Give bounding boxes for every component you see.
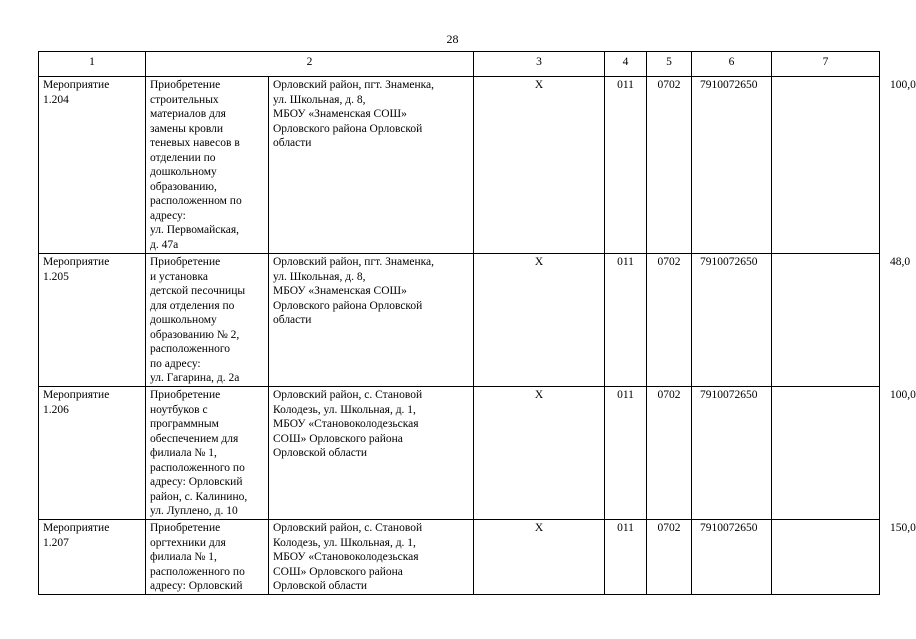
code-0702-cell: 0702: [647, 387, 692, 520]
code-011-cell: 011: [605, 254, 647, 387]
location-cell-line: МБОУ «Знаменская СОШ»: [273, 108, 407, 120]
description-cell-line: образованию,: [150, 180, 217, 193]
description-cell-line: ноутбуков с: [150, 403, 208, 416]
target-code-cell: 7910072650: [692, 387, 772, 520]
location-cell-line: Орловского района Орловской: [273, 122, 423, 135]
location-cell: [269, 520, 474, 595]
event-cell-line: 1.204: [43, 93, 69, 106]
description-cell-line: образованию № 2,: [150, 328, 240, 341]
budget-table: [38, 51, 916, 595]
description-cell: [146, 77, 269, 254]
header-cell: 6: [692, 52, 772, 77]
description-cell-line: обеспечением для: [150, 432, 239, 445]
location-cell-line: Колодезь, ул. Школьная, д. 1,: [273, 403, 416, 416]
description-cell-line: расположенном по: [150, 195, 242, 207]
description-cell-line: адресу: Орловский: [150, 580, 243, 592]
table-row: [39, 254, 880, 387]
location-cell-line: МБОУ «Знаменская СОШ»: [273, 285, 407, 297]
description-cell-line: программным: [150, 418, 219, 430]
description-cell: [146, 387, 269, 520]
description-cell-line: по адресу:: [150, 357, 201, 370]
header-cell: 1: [39, 52, 146, 77]
description-cell-line: материалов для: [150, 108, 226, 120]
location-cell-line: СОШ» Орловского района: [273, 432, 403, 445]
event-cell: [39, 387, 146, 520]
amount-cell: 150,0: [772, 520, 880, 595]
description-cell-line: отделении по: [150, 151, 216, 164]
code-011-cell: 011: [605, 387, 647, 520]
location-cell-line: области: [273, 137, 312, 149]
description-cell-line: адресу: Орловский: [150, 476, 243, 488]
header-cell: 2: [146, 52, 474, 77]
description-cell-line: филиала № 1,: [150, 551, 217, 563]
target-code-cell: 7910072650: [692, 520, 772, 595]
header-row: [39, 52, 880, 77]
description-cell-line: филиала № 1,: [150, 447, 217, 459]
code-011-cell: 011: [605, 77, 647, 254]
code-011-cell: 011: [605, 520, 647, 595]
header-cell: 4: [605, 52, 647, 77]
description-cell: [146, 254, 269, 387]
table-row: [39, 520, 880, 595]
description-cell-line: строительных: [150, 93, 219, 106]
header-cell: 7: [772, 52, 880, 77]
table-row: [39, 387, 880, 520]
description-cell-line: ул. Луплено, д. 10: [150, 505, 238, 517]
amount-cell: 48,0: [772, 254, 880, 387]
description-cell-line: д. 47а: [150, 238, 179, 251]
event-cell-line: 1.207: [43, 536, 69, 549]
mark-cell: X: [474, 254, 605, 387]
location-cell-line: МБОУ «Становоколодезьская: [273, 551, 419, 563]
description-cell-line: и установка: [150, 270, 209, 283]
event-cell: [39, 77, 146, 254]
location-cell-line: ул. Школьная, д. 8,: [273, 270, 366, 283]
event-cell-line: Мероприятие: [43, 256, 110, 268]
location-cell-line: Орловской области: [273, 580, 368, 592]
location-cell-line: Орловский район, с. Становой: [273, 389, 423, 401]
description-cell-line: район, с. Калинино,: [150, 490, 248, 503]
location-cell-line: Орловского района Орловской: [273, 299, 423, 312]
mark-cell: X: [474, 520, 605, 595]
location-cell-line: области: [273, 314, 312, 326]
description-cell-line: расположенного: [150, 343, 231, 355]
location-cell-line: СОШ» Орловского района: [273, 565, 403, 578]
description-cell-line: дошкольному: [150, 166, 217, 178]
description-cell-line: теневых навесов в: [150, 137, 240, 149]
code-0702-cell: 0702: [647, 77, 692, 254]
event-cell-line: Мероприятие: [43, 522, 110, 534]
location-cell-line: Колодезь, ул. Школьная, д. 1,: [273, 536, 416, 549]
location-cell-line: ул. Школьная, д. 8,: [273, 93, 366, 106]
event-cell: [39, 520, 146, 595]
description-cell-line: детской песочницы: [150, 285, 246, 297]
location-cell: [269, 254, 474, 387]
location-cell-line: Орловский район, с. Становой: [273, 522, 423, 534]
location-cell: [269, 387, 474, 520]
description-cell: [146, 520, 269, 595]
description-cell-line: Приобретение: [150, 256, 221, 268]
location-cell-line: Орловский район, пгт. Знаменка,: [273, 79, 435, 91]
description-cell-line: ул. Гагарина, д. 2а: [150, 372, 240, 384]
code-0702-cell: 0702: [647, 520, 692, 595]
header-cell: 3: [474, 52, 605, 77]
target-code-cell: 7910072650: [692, 254, 772, 387]
event-cell-line: Мероприятие: [43, 389, 110, 401]
location-cell-line: Орловской области: [273, 447, 368, 459]
mark-cell: X: [474, 77, 605, 254]
event-cell-line: 1.206: [43, 403, 69, 416]
header-cell: 5: [647, 52, 692, 77]
description-cell-line: Приобретение: [150, 389, 221, 401]
amount-cell: 100,0: [772, 77, 880, 254]
description-cell-line: дошкольному: [150, 314, 217, 326]
location-cell-line: МБОУ «Становоколодезьская: [273, 418, 419, 430]
description-cell-line: Приобретение: [150, 79, 221, 91]
location-cell-line: Орловский район, пгт. Знаменка,: [273, 256, 435, 268]
description-cell-line: расположенного по: [150, 565, 245, 578]
amount-cell: 100,0: [772, 387, 880, 520]
description-cell-line: Приобретение: [150, 522, 221, 534]
description-cell-line: оргтехники для: [150, 536, 226, 549]
event-cell: [39, 254, 146, 387]
location-cell: [269, 77, 474, 254]
description-cell-line: адресу:: [150, 209, 186, 222]
page-number: 28: [446, 32, 459, 46]
event-cell-line: Мероприятие: [43, 79, 110, 91]
description-cell-line: для отделения по: [150, 299, 235, 312]
description-cell-line: расположенного по: [150, 461, 245, 474]
event-cell-line: 1.205: [43, 270, 69, 283]
description-cell-line: ул. Первомайская,: [150, 224, 240, 236]
description-cell-line: замены кровли: [150, 122, 224, 135]
mark-cell: X: [474, 387, 605, 520]
target-code-cell: 7910072650: [692, 77, 772, 254]
table-row: [39, 77, 880, 254]
code-0702-cell: 0702: [647, 254, 692, 387]
